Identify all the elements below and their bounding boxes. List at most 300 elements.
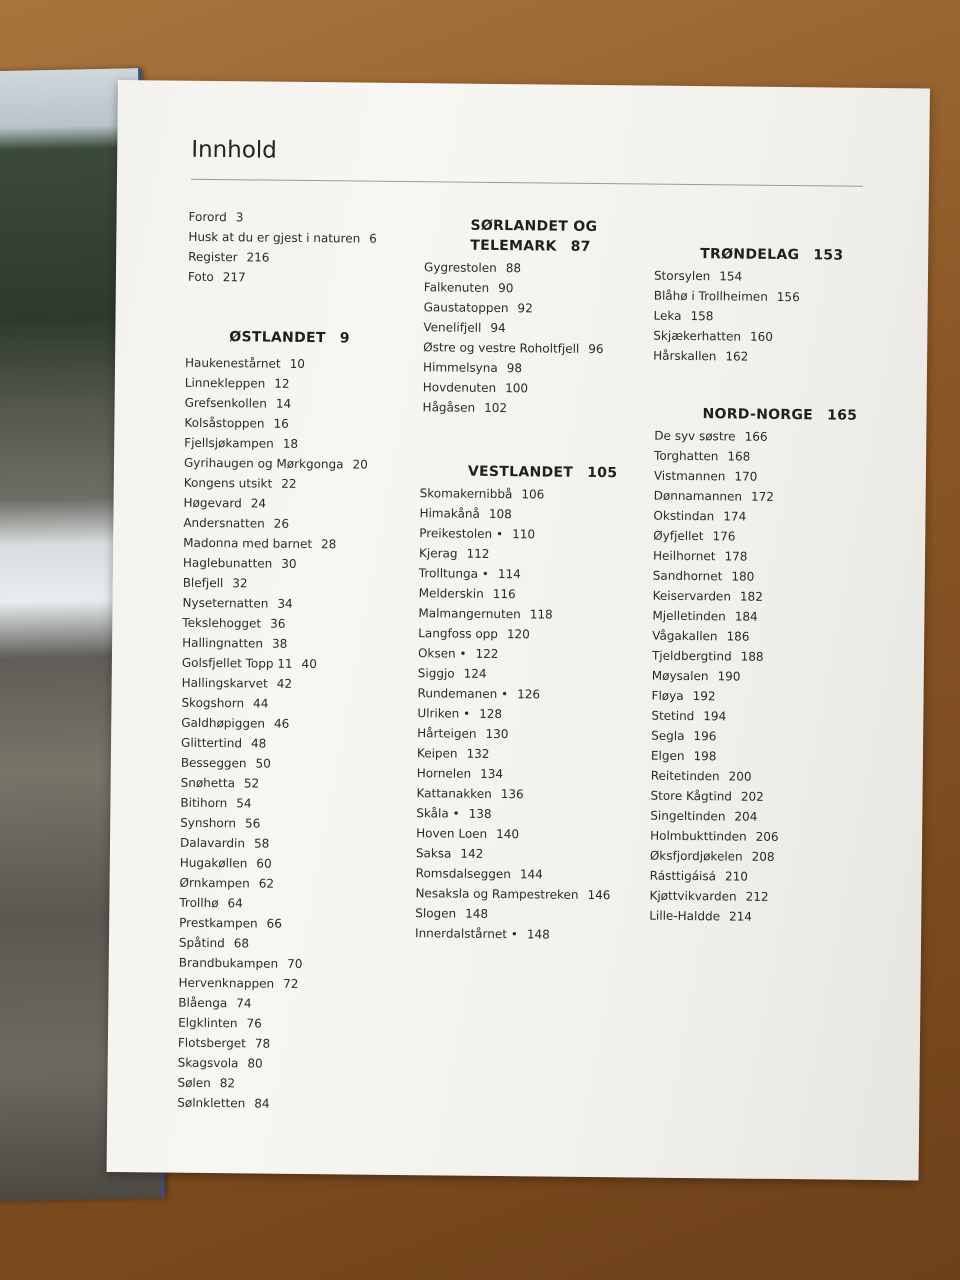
entry-page: 174 [723, 509, 747, 524]
toc-entry [179, 953, 363, 975]
entry-page: 36 [270, 616, 286, 631]
toc-entry [179, 893, 363, 915]
entry-page: 126 [517, 687, 541, 702]
toc-entry [415, 883, 613, 905]
entry-page: 32 [232, 576, 248, 591]
toc-entry [177, 1073, 361, 1095]
toc-entry [650, 866, 853, 888]
entry-name: Blåhø i Trollheimen [653, 288, 768, 304]
entry-name: Andersnatten [183, 515, 265, 531]
toc-entry [654, 486, 857, 508]
toc-entry [650, 846, 853, 868]
entry-page: 142 [460, 846, 484, 861]
entry-name: Hervenknappen [178, 975, 275, 991]
entry-page: 62 [258, 876, 275, 891]
entry-page: 204 [734, 809, 758, 824]
entry-page: 146 [587, 887, 611, 903]
toc-entry [424, 257, 605, 279]
entry-name: Prestkampen [179, 915, 258, 931]
entry-page: 98 [506, 361, 523, 376]
entry-name: Haglebunatten [182, 555, 273, 571]
toc-entry [423, 317, 604, 339]
entry-page: 108 [488, 506, 512, 522]
entry-name: Innerdalstårnet • [415, 926, 518, 942]
entry-name: Grefsenkollen [184, 395, 268, 411]
entry-page: 56 [245, 816, 261, 831]
entry-name: Kolsåstoppen [184, 415, 265, 431]
entry-name: Keipen [416, 746, 458, 761]
entry-name: Øksfjordjøkelen [649, 848, 743, 864]
entry-name: Skagsvola [177, 1055, 239, 1071]
toc-entry [651, 686, 854, 708]
toc-entry [424, 277, 605, 299]
entry-name: Langfoss opp [418, 626, 499, 642]
entry-page: 92 [517, 301, 533, 316]
entry-name: Kjerag [418, 546, 458, 561]
toc-entry [178, 1013, 362, 1035]
entry-page: 38 [272, 636, 288, 651]
toc-entry [416, 803, 614, 825]
toc-entry [653, 526, 856, 548]
entry-name: Spåtind [178, 935, 225, 951]
entry-name: Mjelletinden [652, 608, 726, 624]
entry-page: 180 [731, 569, 755, 584]
entry-page: 188 [740, 649, 764, 664]
entry-name: Rundemanen • [417, 686, 509, 702]
entry-page: 52 [243, 776, 260, 791]
entry-name: Sandhornet [652, 568, 723, 584]
entry-name: Skogshorn [181, 695, 245, 711]
entry-name: De syv søstre [654, 428, 736, 444]
toc-entry [416, 823, 614, 845]
section-nordnorge [649, 404, 857, 928]
entry-page: 202 [740, 789, 764, 804]
entry-page: 12 [274, 376, 290, 391]
toc-entry [417, 763, 615, 785]
toc-entry [183, 553, 367, 575]
section-heading: TELEMARK 87 [470, 237, 591, 255]
toc-entry [185, 373, 369, 395]
toc-entry [417, 703, 615, 725]
toc-entry [653, 546, 856, 568]
entry-page: 170 [734, 469, 758, 484]
entry-name: Rásttigáisá [649, 868, 717, 884]
entry-page: 116 [492, 586, 516, 602]
entry-name: Bitihorn [180, 795, 228, 811]
entry-name: Okstindan [653, 508, 715, 524]
entry-page: 162 [725, 349, 749, 364]
entry-name: Himmelsyna [422, 360, 498, 375]
toc-entry [419, 503, 617, 525]
entry-page: 106 [521, 487, 545, 502]
entry-page: 134 [480, 766, 504, 782]
entry-name: Fløya [651, 688, 684, 703]
toc-entry [424, 297, 605, 319]
entry-page: 186 [726, 629, 750, 644]
entry-page: 136 [500, 787, 524, 802]
toc-entry [185, 393, 369, 415]
toc-entry [181, 713, 365, 735]
contents-page [107, 80, 930, 1180]
toc-entry: Forord 3 [188, 209, 244, 225]
entry-name: Golsfjellet Topp 11 [181, 655, 293, 671]
toc-entry [179, 873, 363, 895]
entry-name: Vågakallen [652, 628, 718, 644]
entry-page: 182 [739, 589, 763, 604]
toc-entry [415, 903, 613, 925]
entry-page: 102 [484, 400, 508, 416]
toc-entry [423, 337, 604, 359]
ostlandet-entries [177, 353, 369, 1115]
entry-name: Nyseternatten [182, 595, 269, 611]
entry-page: 76 [246, 1016, 262, 1031]
entry-name: Hovdenuten [422, 380, 497, 395]
entry-name: Reitetinden [650, 768, 720, 784]
entry-name: Dønnamannen [653, 488, 743, 504]
entry-name: Skåla • [416, 806, 460, 821]
entry-name: Nesaksla og Rampestreken [415, 886, 579, 902]
toc-entry [651, 766, 854, 788]
entry-page: 148 [465, 906, 489, 921]
entry-name: Ørnkampen [179, 875, 250, 891]
toc-entry [180, 813, 364, 835]
entry-page: 118 [529, 607, 553, 622]
entry-name: Trolltunga • [418, 566, 489, 581]
toc-entry [416, 783, 614, 805]
entry-name: Madonna med barnet [183, 535, 313, 552]
entry-name: Himakånå [419, 506, 481, 521]
entry-page: 110 [512, 527, 536, 542]
toc-entry [182, 633, 366, 655]
entry-name: Besseggen [180, 755, 247, 771]
section-heading: SØRLANDET OG [470, 217, 598, 236]
section-sorlandet [422, 215, 604, 419]
entry-name: Store Kågtind [650, 788, 733, 804]
entry-page: 48 [250, 736, 267, 751]
toc-entry [653, 326, 842, 348]
toc-entry [184, 413, 368, 435]
toc-entry [423, 357, 604, 379]
toc-entry [653, 506, 856, 528]
entry-page: 124 [463, 666, 487, 681]
toc-entry [422, 397, 603, 419]
section-heading: NORD-NORGE 165 [702, 406, 858, 424]
entry-page: 196 [693, 729, 717, 744]
entry-name: Heilhornet [652, 548, 716, 564]
toc-entry [653, 586, 856, 608]
entry-page: 82 [219, 1076, 236, 1091]
section-heading: ØSTLANDET 9 [229, 329, 350, 347]
entry-page: 24 [250, 496, 267, 511]
entry-page: 140 [496, 827, 520, 842]
entry-page: 194 [703, 709, 727, 724]
toc-entry [652, 646, 855, 668]
toc-entry [178, 1033, 362, 1055]
entry-name: Linnekleppen [184, 375, 266, 391]
entry-page: 148 [526, 927, 550, 942]
toc-entry [423, 377, 604, 399]
toc-entry [651, 726, 854, 748]
entry-page: 198 [693, 749, 717, 764]
entry-page: 130 [485, 726, 509, 742]
toc-entry [654, 426, 857, 448]
title-divider [191, 179, 863, 187]
entry-page: 80 [247, 1056, 263, 1071]
entry-name: Fjellsjøkampen [184, 435, 274, 451]
toc-entry [418, 643, 616, 665]
entry-name: Stetind [651, 708, 695, 724]
toc-entry [416, 843, 614, 865]
toc-entry [182, 653, 366, 675]
toc-entry [185, 353, 369, 375]
entry-page: 190 [717, 669, 741, 684]
entry-page: 212 [745, 889, 769, 904]
toc-entry [654, 286, 843, 308]
entry-page: 28 [321, 537, 337, 552]
toc-entry [420, 483, 618, 505]
toc-entry [177, 1093, 361, 1115]
entry-page: 200 [728, 769, 752, 784]
toc-entry [415, 923, 613, 945]
toc-entry [654, 446, 857, 468]
entry-name: Oksen • [417, 646, 467, 661]
entry-page: 168 [727, 449, 751, 464]
entry-name: Storsylen [653, 268, 711, 284]
section-vestlandet [415, 461, 617, 945]
entry-name: Hågåsen [422, 400, 476, 415]
toc-entry [184, 473, 368, 495]
entry-page: 206 [755, 829, 779, 844]
entry-page: 166 [744, 429, 768, 444]
entry-page: 214 [728, 909, 752, 924]
entry-page: 68 [233, 936, 250, 951]
toc-entry [652, 606, 855, 628]
entry-name: Galdhøpiggen [181, 715, 266, 731]
entry-page: 44 [253, 696, 269, 711]
entry-page: 160 [749, 329, 773, 344]
entry-page: 26 [273, 516, 290, 531]
entry-name: Siggjo [417, 666, 455, 681]
entry-name: Elgen [650, 748, 685, 763]
entry-page: 154 [719, 269, 743, 284]
entry-page: 34 [277, 596, 293, 611]
entry-name: Glittertind [180, 735, 243, 751]
entry-name: Torghatten [654, 448, 719, 464]
entry-name: Skjækerhatten [653, 328, 742, 344]
entry-name: Sølen [177, 1075, 211, 1091]
entry-page: 184 [734, 609, 758, 624]
entry-name: Hornelen [416, 766, 472, 781]
entry-page: 144 [519, 867, 543, 882]
toc-entry [653, 306, 842, 328]
entry-page: 46 [273, 716, 290, 731]
entry-name: Keiservarden [652, 588, 732, 604]
entry-page: 128 [479, 706, 503, 722]
toc-entry [650, 826, 853, 848]
toc-entry [180, 793, 364, 815]
entry-name: Elgklinten [178, 1015, 238, 1031]
toc-entry [180, 833, 364, 855]
entry-name: Gaustatoppen [423, 300, 509, 316]
entry-name: Leka [653, 308, 682, 323]
toc-entry [178, 973, 362, 995]
entry-name: Preikestolen • [419, 526, 504, 542]
toc-entry [182, 613, 366, 635]
entry-page: 210 [724, 869, 749, 884]
entry-name: Hårteigen [417, 726, 477, 741]
entry-page: 16 [273, 416, 289, 431]
entry-page: 122 [475, 646, 499, 662]
entry-page: 50 [255, 756, 271, 771]
entry-name: Hallingnatten [182, 635, 264, 651]
toc-entry [418, 603, 616, 625]
toc-entry [181, 693, 365, 715]
entry-name: Dalavardin [179, 835, 246, 851]
sorlandet-entries [422, 257, 604, 419]
intro-list [188, 207, 377, 289]
entry-page: 156 [776, 289, 800, 305]
toc-entry [180, 853, 364, 875]
entry-page: 10 [289, 356, 306, 371]
toc-entry [182, 593, 366, 615]
toc-entry [418, 663, 616, 685]
entry-name: Gyrihaugen og Mørkgonga [183, 455, 344, 472]
entry-page: 20 [352, 457, 368, 472]
toc-entry [178, 993, 362, 1015]
entry-name: Tekslehogget [182, 615, 262, 631]
entry-name: Malmangernuten [418, 606, 521, 622]
toc-entry [417, 683, 615, 705]
toc-entry [654, 466, 857, 488]
entry-name: Møysalen [651, 668, 709, 684]
entry-name: Melderskin [418, 586, 484, 601]
entry-page: 84 [254, 1096, 270, 1111]
entry-page: 70 [287, 956, 303, 971]
entry-page: 120 [506, 627, 530, 642]
entry-page: 100 [505, 381, 529, 396]
toc-entry [650, 806, 853, 828]
entry-name: Øyfjellet [653, 528, 704, 544]
entry-name: Saksa [415, 846, 452, 861]
entry-page: 208 [751, 849, 775, 864]
entry-page: 96 [588, 341, 604, 357]
entry-page: 192 [692, 689, 716, 704]
toc-entry [653, 346, 842, 368]
toc-entry [178, 1053, 362, 1075]
entry-page: 18 [282, 436, 299, 451]
toc-entry [652, 666, 855, 688]
entry-page: 40 [301, 656, 317, 672]
trondelag-entries [653, 266, 843, 368]
entry-page: 72 [283, 976, 299, 991]
toc-entry [651, 746, 854, 768]
entry-name: Blåenga [178, 995, 228, 1011]
entry-page: 66 [266, 916, 282, 931]
entry-page: 54 [236, 796, 252, 811]
entry-page: 64 [227, 896, 243, 911]
toc-entry [179, 913, 363, 935]
toc-entry [649, 906, 852, 928]
entry-name: Kongens utsikt [183, 475, 273, 491]
nordnorge-entries [649, 426, 857, 928]
toc-entry [418, 623, 616, 645]
entry-name: Kattanakken [416, 786, 492, 801]
entry-page: 172 [750, 489, 775, 504]
entry-name: Holmbukttinden [650, 828, 747, 844]
entry-name: Hoven Loen [416, 826, 488, 841]
entry-page: 78 [254, 1036, 271, 1051]
entry-name: Kjøttvikvarden [649, 888, 737, 904]
entry-page: 132 [466, 746, 490, 761]
toc-entry: Foto 217 [187, 269, 246, 285]
toc-entry [652, 626, 855, 648]
entry-name: Flotsberget [177, 1035, 246, 1051]
entry-page: 178 [724, 549, 748, 564]
toc-entry [182, 673, 366, 695]
entry-page: 58 [253, 836, 270, 851]
entry-page: 30 [281, 556, 297, 571]
toc-entry [179, 933, 363, 955]
entry-page: 14 [275, 396, 292, 411]
toc-entry [417, 743, 615, 765]
entry-name: Slogen [415, 906, 457, 921]
toc-entry [183, 493, 367, 515]
entry-name: Hallingskarvet [181, 675, 268, 691]
entry-page: 74 [236, 996, 252, 1011]
entry-name: Synshorn [180, 815, 237, 831]
entry-page: 88 [505, 261, 522, 276]
entry-page: 114 [497, 567, 521, 582]
toc-entry [419, 563, 617, 585]
section-trondelag [653, 244, 843, 368]
toc-entry [417, 723, 615, 745]
toc-entry [651, 706, 854, 728]
toc-entry [416, 863, 614, 885]
entry-name: Høgevard [183, 495, 242, 511]
toc-entry: Register 216 [188, 249, 270, 265]
toc-entry [184, 433, 368, 455]
section-ostlandet [177, 327, 369, 1115]
entry-name: Tjeldbergtind [651, 648, 732, 664]
entry-name: Vistmannen [653, 468, 726, 484]
toc-entry [183, 513, 367, 535]
entry-page: 94 [490, 320, 506, 336]
entry-page: 112 [466, 546, 490, 561]
entry-name: Hårskallen [653, 348, 717, 364]
entry-page: 60 [256, 856, 272, 871]
entry-name: Segla [651, 728, 685, 743]
toc-entry [181, 733, 365, 755]
entry-name: Skomakernibbå [419, 486, 513, 502]
toc-entry [419, 543, 617, 565]
toc-entry [649, 886, 852, 908]
entry-name: Trollhø [179, 895, 219, 911]
toc-entry [650, 786, 853, 808]
entry-name: Lille-Haldde [649, 908, 721, 924]
entry-name: Romsdalseggen [415, 866, 512, 882]
entry-name: Singeltinden [650, 808, 726, 824]
toc-entry [184, 453, 368, 475]
entry-name: Østre og vestre Roholtfjell [423, 340, 580, 356]
entry-page: 176 [712, 529, 736, 544]
toc-entry [183, 573, 367, 595]
toc-entry [653, 566, 856, 588]
entry-name: Ulriken • [417, 706, 471, 721]
entry-name: Snøhetta [180, 775, 236, 791]
entry-name: Falkenuten [423, 280, 490, 295]
toc-entry [181, 773, 365, 795]
toc-entry [181, 753, 365, 775]
